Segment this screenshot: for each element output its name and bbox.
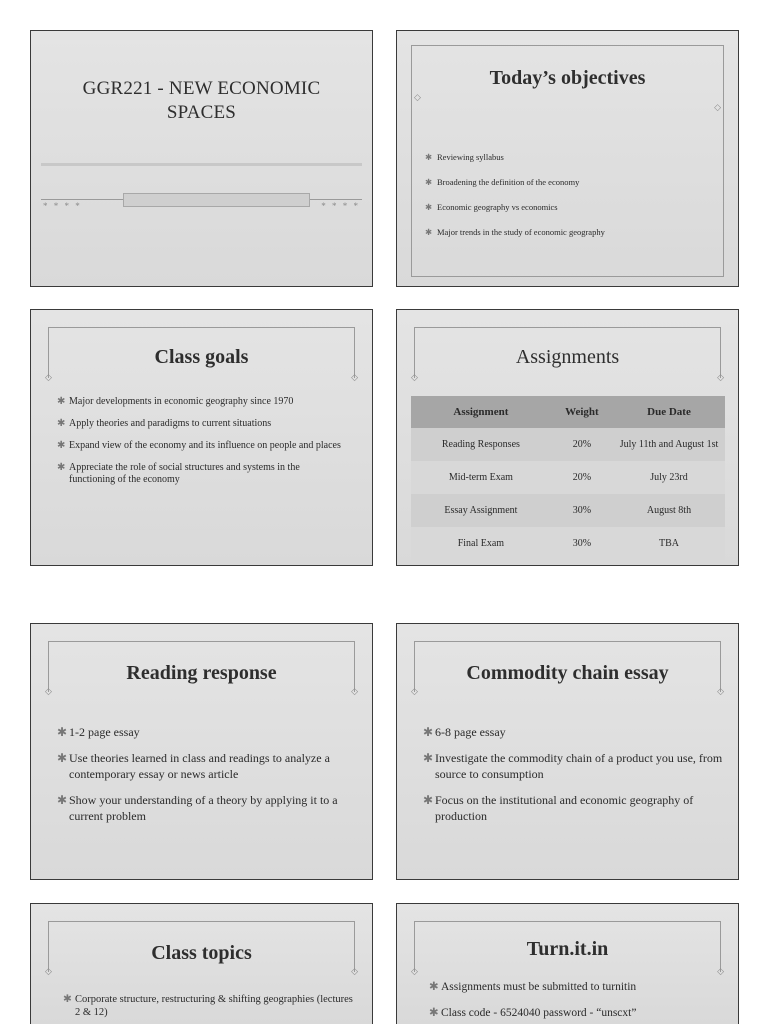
slide-heading: Reading response — [126, 662, 277, 684]
bullet-icon: ✱ — [425, 152, 433, 162]
diamond-icon: ◇ — [714, 102, 721, 112]
list-item: ✱ Corporate structure, restructuring & shifting geographies (lectures 2 & 12) — [63, 994, 353, 1018]
table-row — [411, 494, 725, 527]
bullet-icon: ✱ — [63, 994, 72, 1005]
title-underline — [41, 163, 362, 166]
table-row — [411, 461, 725, 494]
bullet-icon: ✱ — [429, 981, 439, 993]
slide-class-goals — [30, 309, 373, 566]
table-row — [411, 428, 725, 461]
diamond-icon: ◇ — [717, 686, 724, 696]
bullet-icon: ✱ — [423, 751, 434, 765]
column-header: Assignment — [411, 396, 551, 428]
bullet-icon: ✱ — [429, 1007, 439, 1019]
table-cell: Mid-term Exam — [411, 461, 551, 494]
diamond-icon: ◇ — [717, 966, 724, 976]
slide-objectives — [396, 30, 739, 287]
list-item: ✱ 1-2 page essay — [57, 725, 140, 739]
bullet-icon: ✱ — [57, 725, 68, 739]
list-item: ✱ Economic geography vs economics — [425, 195, 725, 220]
bullet-icon: ✱ — [57, 462, 66, 473]
bullet-list — [57, 724, 357, 824]
slide-title-slide — [30, 30, 373, 287]
list-item: ✱ Appreciate the role of social structures and systems in the functioning of the economy — [57, 462, 300, 485]
table-cell: TBA — [613, 527, 725, 560]
bullet-icon: ✱ — [423, 793, 434, 807]
table-cell: 20% — [551, 428, 613, 461]
slide-heading: Today’s objectives — [489, 67, 646, 89]
bullet-icon: ✱ — [423, 725, 434, 739]
table-cell: Reading Responses — [411, 428, 551, 461]
slide-heading: Assignments — [515, 346, 620, 368]
table-cell: 30% — [551, 527, 613, 560]
bullet-list — [429, 980, 729, 1020]
table-cell: Essay Assignment — [411, 494, 551, 527]
diamond-icon: ◇ — [411, 372, 418, 382]
table-header-row — [411, 396, 725, 428]
slide-class-topics — [30, 903, 373, 1024]
diamond-icon: ◇ — [351, 686, 358, 696]
list-item: ✱ Reviewing syllabus — [425, 145, 725, 170]
bullet-icon: ✱ — [57, 396, 66, 407]
bullet-list — [425, 145, 725, 245]
diamond-icon: ◇ — [411, 686, 418, 696]
list-item: ✱ Focus on the institutional and economic geography of production — [423, 793, 694, 823]
diamond-icon: ◇ — [351, 372, 358, 382]
bullet-list — [57, 396, 347, 486]
decorative-bar — [123, 193, 310, 207]
list-item: ✱ Major developments in economic geography since 1970 — [57, 396, 294, 407]
bullet-icon: ✱ — [57, 793, 68, 807]
bullet-icon: ✱ — [57, 418, 66, 429]
slide-reading-response — [30, 623, 373, 880]
slide-heading: Class topics — [151, 942, 252, 964]
list-item: ✱ Expand view of the economy and its influence on people and places — [57, 440, 341, 451]
bullet-list — [63, 993, 353, 1019]
list-item: ✱ Major trends in the study of economic geography — [425, 220, 725, 245]
list-item: ✱ Assignments must be submitted to turnitin — [429, 981, 637, 993]
diamond-icon: ◇ — [717, 372, 724, 382]
assignments-table — [411, 396, 725, 560]
diamond-icon: ◇ — [414, 92, 421, 102]
diamond-icon: ◇ — [45, 966, 52, 976]
list-item: ✱ Class code - 6524040 password - “unscxt” — [429, 1007, 637, 1019]
decorative-stars-right: * * * * — [321, 201, 360, 211]
bullet-icon: ✱ — [425, 177, 433, 187]
diamond-icon: ◇ — [351, 966, 358, 976]
list-item: ✱ Investigate the commodity chain of a product you use, from source to consumption — [423, 751, 723, 781]
list-item: ✱ Show your understanding of a theory by applying it to a current problem — [57, 793, 338, 823]
course-title: GGR221 - NEW ECONOMIC SPACES — [82, 78, 321, 123]
diamond-icon: ◇ — [45, 372, 52, 382]
column-header: Due Date — [613, 396, 725, 428]
bullet-icon: ✱ — [425, 227, 433, 237]
diamond-icon: ◇ — [45, 686, 52, 696]
slide-turnitin — [396, 903, 739, 1024]
bullet-list — [423, 724, 723, 824]
table-cell: Final Exam — [411, 527, 551, 560]
list-item: ✱ 6-8 page essay — [423, 725, 506, 739]
table-cell: July 11th and August 1st — [613, 428, 725, 461]
slide-assignments — [396, 309, 739, 566]
slide-heading: Class goals — [154, 346, 249, 368]
bullet-icon: ✱ — [57, 751, 68, 765]
table-cell: 30% — [551, 494, 613, 527]
table-row — [411, 527, 725, 560]
table-cell: 20% — [551, 461, 613, 494]
bullet-icon: ✱ — [425, 202, 433, 212]
table-cell: August 8th — [613, 494, 725, 527]
bullet-icon: ✱ — [57, 440, 66, 451]
slide-heading: Commodity chain essay — [466, 662, 669, 684]
list-item: ✱ Apply theories and paradigms to current situations — [57, 418, 272, 429]
list-item: ✱ Use theories learned in class and readings to analyze a contemporary essay or news article — [57, 751, 330, 781]
decorative-stars-left: * * * * — [43, 201, 82, 211]
list-item: ✱ Broadening the definition of the economy — [425, 170, 725, 195]
slide-heading: Turn.it.in — [526, 938, 609, 960]
slide-commodity-chain — [396, 623, 739, 880]
diamond-icon: ◇ — [411, 966, 418, 976]
column-header: Weight — [551, 396, 613, 428]
table-cell: July 23rd — [613, 461, 725, 494]
